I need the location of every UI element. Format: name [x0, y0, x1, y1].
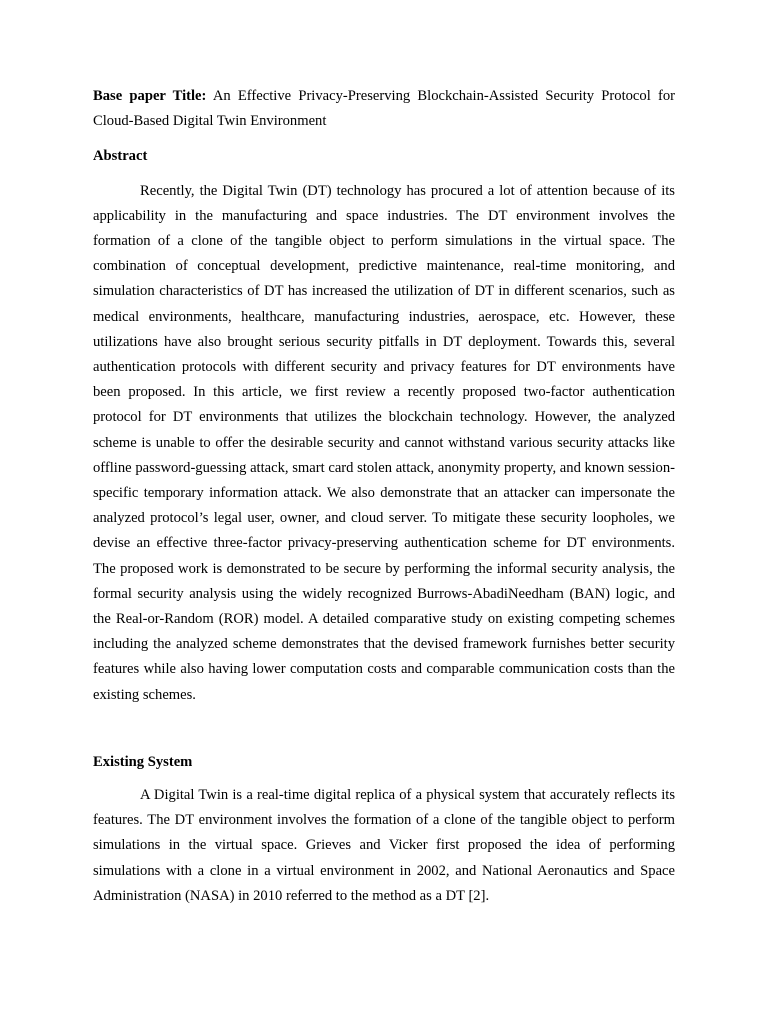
paper-title-text: An Effective Privacy-Preserving Blockchain-Assisted Security Protocol for Cloud-Based Digital Twin Environment — [93, 88, 675, 130]
paper-title — [93, 84, 675, 134]
existing-system-heading: Existing System — [93, 753, 193, 770]
paper-title-label: Base paper Title: — [93, 88, 207, 104]
existing-system-paragraph: A Digital Twin is a real-time digital replica of a physical system that accurately reflects its features. The DT environment involves the formation of a clone of the tangible object to perform simulations in the virtual space. Grieves and Vicker first proposed the idea of performing simulations with a clone in a virtual environment in 2002, and National Aeronautics and Space Administration (NASA) in 2010 referred to the method as a DT [2]. — [93, 787, 675, 904]
abstract-heading: Abstract — [93, 148, 148, 165]
abstract-paragraph: Recently, the Digital Twin (DT) technology has procured a lot of attention because of its applicability in the manufacturing and space industries. The DT environment involves the formation of a clone of the tangible object to perform simulations in the virtual space. The combination of conceptual development, predictive maintenance, real-time monitoring, and simulation characteristics of DT has increased the utilization of DT in different scenarios, such as medical environments, healthcare, manufacturing industries, aerospace, etc. However, these utilizations have also brought serious security pitfalls in DT deployment. Towards this, several authentication protocols with different security and privacy features for DT environments have been proposed. In this article, we first review a recently proposed two-factor authentication protocol for DT environments that utilizes the blockchain technology. However, the analyzed scheme is unable to offer the desirable security and cannot withstand various security attacks like offline password-guessing attack, smart card stolen attack, anonymity property, and known session-specific temporary information attack. We also demonstrate that an attacker can impersonate the analyzed protocol’s legal user, owner, and cloud server. To mitigate these security loopholes, we devise an effective three-factor privacy-preserving authentication scheme for DT environments. The proposed work is demonstrated to be secure by performing the informal security analysis, the formal security analysis using the widely recognized Burrows-AbadiNeedham (BAN) logic, and the Real-or-Random (ROR) model. A detailed comparative study on existing competing schemes including the analyzed scheme demonstrates that the devised framework furnishes better security features while also having lower computation costs and comparable communication costs than the existing schemes. — [93, 182, 675, 703]
document-content — [93, 84, 675, 909]
